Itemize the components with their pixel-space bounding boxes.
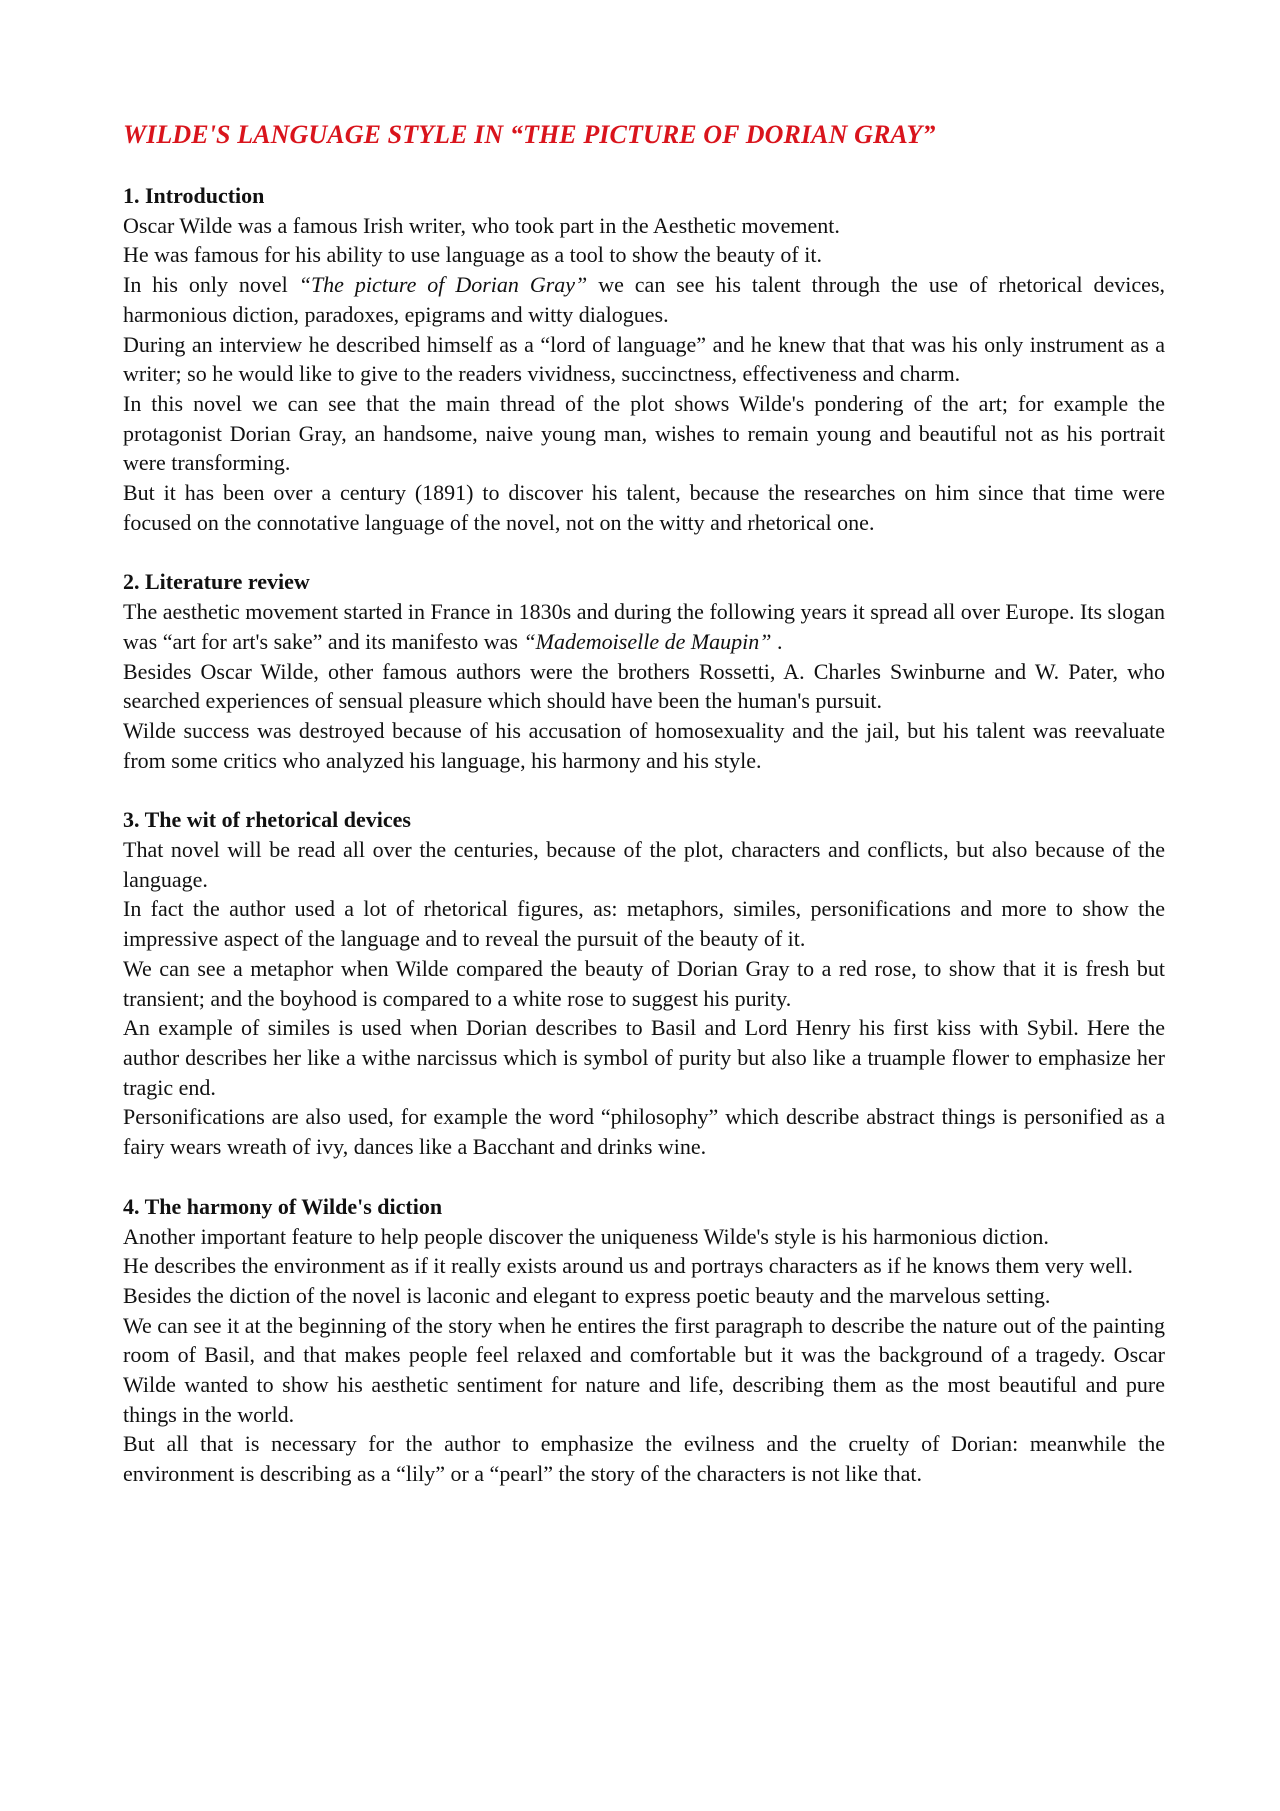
paragraph: Wilde success was destroyed because of his accusation of homosexuality and the jail, but his talent was reevaluate from some critics who analyzed his language, his harmony and his style. [123, 717, 1165, 773]
paragraph: He was famous for his ability to use language as a tool to show the beauty of it. [123, 242, 822, 268]
paragraph: He describes the environment as if it really exists around us and portrays characters as if he knows them very well. [123, 1253, 1133, 1279]
manifesto-title-italic: “Mademoiselle de Maupin” [523, 628, 772, 654]
text-run: The aesthetic movement started in France in 1830s and during the following years it spread all over Europe. Its slogan was “art for art's sake” and its manifesto was [123, 599, 1165, 654]
text-run: In his only novel [123, 272, 299, 298]
section-heading: 1. Introduction [123, 183, 265, 208]
section-harmony-diction [123, 1192, 1165, 1489]
paragraph: We can see a metaphor when Wilde compared the beauty of Dorian Gray to a red rose, to show that it is fresh but transient; and the boyhood is compared to a white rose to suggest his purity. [123, 955, 1165, 1011]
paragraph: But all that is necessary for the author to emphasize the evilness and the cruelty of Dorian: meanwhile the environment is describing as a “lily” or a “pearl” the story of the characters is not like that. [123, 1431, 1165, 1487]
paragraph [123, 270, 1165, 329]
paragraph: We can see it at the beginning of the story when he entires the first paragraph to describe the nature out of the painting room of Basil, and that makes people feel relaxed and comfortable but it was the background of a tragedy. Oscar Wilde wanted to show his aesthetic sentiment for nature and life, describing them as the most beautiful and pure things in the world. [123, 1312, 1165, 1427]
novel-title-italic: “The picture of Dorian Gray” [298, 272, 588, 298]
paragraph: An example of similes is used when Dorian describes to Basil and Lord Henry his first kiss with Sybil. Here the author describes her like a withe narcissus which is symbol of purity but also like a truample flower to emphasize her tragic end. [123, 1015, 1165, 1100]
paragraph: Another important feature to help people discover the uniqueness Wilde's style is his harmonious diction. [123, 1223, 1049, 1249]
paragraph: But it has been over a century (1891) to discover his talent, because the researches on him since that time were focused on the connotative language of the novel, not on the witty and rhetorical one. [123, 480, 1165, 535]
paragraph: Personifications are also used, for example the word “philosophy” which describe abstract things is personified as a fairy wears wreath of ivy, dances like a Bacchant and drinks wine. [123, 1104, 1165, 1160]
section-rhetorical-devices [123, 805, 1165, 1161]
section-heading: 4. The harmony of Wilde's diction [123, 1193, 443, 1219]
section-heading: 3. The wit of rhetorical devices [123, 807, 411, 833]
paragraph: Besides Oscar Wilde, other famous authors were the brothers Rossetti, A. Charles Swinburne and W. Pater, who searched experiences of sensual pleasure which should have been the human's pursuit. [123, 658, 1165, 714]
section-literature-review [123, 567, 1165, 775]
paragraph: That novel will be read all over the centuries, because of the plot, characters and conflicts, but also because of the language. [123, 837, 1165, 892]
document-page [123, 120, 1165, 1519]
paragraph: Oscar Wilde was a famous Irish writer, who took part in the Aesthetic movement. [123, 212, 840, 238]
text-run: we can see his talent through the use of rhetorical devices, harmonious diction, paradoxes, epigrams and witty dialogues. [123, 272, 1166, 327]
section-introduction [123, 181, 1165, 537]
section-heading: 2. Literature review [123, 569, 310, 595]
paragraph: In this novel we can see that the main thread of the plot shows Wilde's pondering of the art; for example the protagonist Dorian Gray, an handsome, naive young man, wishes to remain young and beautiful not as his portrait were transforming. [123, 390, 1165, 476]
paragraph: During an interview he described himself as a “lord of language” and he knew that that was his only instrument as a writer; so he would like to give to the readers vividness, succinctness, effectiveness and charm. [123, 331, 1165, 387]
paragraph [123, 597, 1165, 656]
paragraph: Besides the diction of the novel is laconic and elegant to express poetic beauty and the marvelous setting. [123, 1282, 1051, 1308]
text-run: . [771, 628, 783, 654]
document-title: WILDE'S LANGUAGE STYLE IN “THE PICTURE OF DORIAN GRAY” [123, 120, 936, 149]
paragraph: In fact the author used a lot of rhetorical figures, as: metaphors, similes, personifications and more to show the impressive aspect of the language and to reveal the pursuit of the beauty of it. [123, 896, 1165, 952]
